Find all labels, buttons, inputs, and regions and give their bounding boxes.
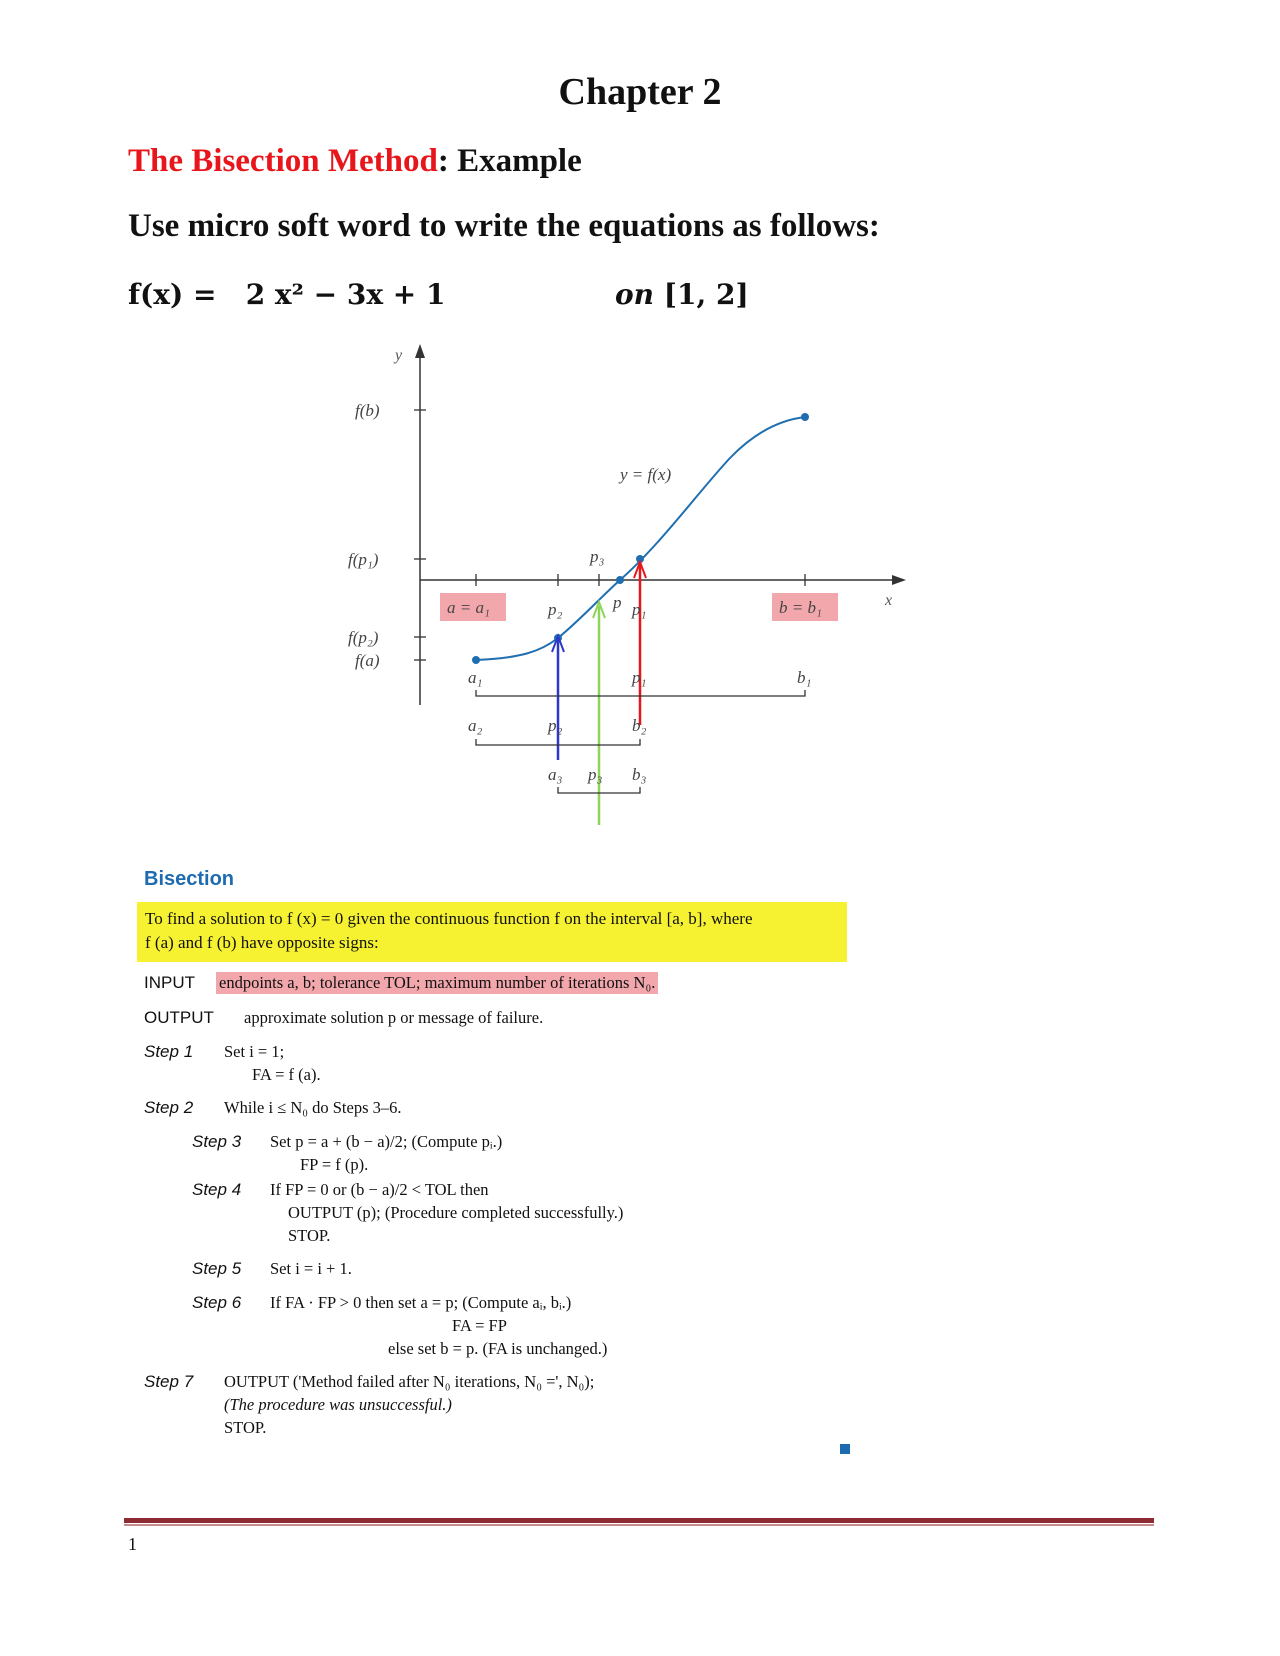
step-4-line-2: OUTPUT (p); (Procedure completed successfully.) — [288, 1203, 624, 1222]
step-6-line-3: else set b = p. (FA is unchanged.) — [388, 1339, 608, 1358]
row1-a1: a₁ — [468, 668, 483, 687]
step-1-label: Step 1 — [144, 1042, 194, 1061]
step-6-label: Step 6 — [192, 1293, 242, 1312]
step-6-line-1: If FA · FP > 0 then set a = p; (Compute aᵢ, bᵢ.) — [270, 1293, 572, 1312]
tick-fb: f(b) — [355, 401, 380, 420]
step-4-line-1: If FP = 0 or (b − a)/2 < TOL then — [270, 1180, 489, 1199]
y-axis-label: y — [395, 347, 403, 364]
algorithm-title: Bisection — [144, 868, 235, 890]
label-p3: p₃ — [590, 547, 605, 566]
heading-topic: The Bisection Method — [128, 143, 438, 179]
x-axis-arrow-icon — [892, 575, 906, 585]
heading-rest: : Example — [437, 143, 582, 179]
equation-interval — [615, 278, 749, 311]
row2-b2: b₂ — [632, 716, 647, 735]
instruction-text: Use micro soft word to write the equations as follows: — [128, 208, 880, 244]
bisection-figure — [330, 340, 930, 850]
point-a — [472, 656, 480, 664]
label-b: b = b₁ — [779, 598, 822, 617]
row2-a2: a₂ — [468, 716, 483, 735]
step-3-line-1: Set p = a + (b − a)/2; (Compute pᵢ.) — [270, 1132, 503, 1151]
output-text: approximate solution p or message of failure. — [244, 1008, 544, 1027]
equation-rhs: 2 x² − 3x + 1 — [245, 278, 446, 311]
chapter-title: Chapter 2 — [558, 71, 722, 113]
step-4-line-3: STOP. — [288, 1226, 331, 1245]
step-3-label: Step 3 — [192, 1132, 242, 1151]
row1-p1: p₁ — [632, 668, 647, 687]
footer-rule — [124, 1518, 1154, 1523]
output-label: OUTPUT — [144, 1008, 214, 1027]
step-7-line-3: STOP. — [224, 1418, 267, 1437]
label-p: p — [613, 593, 622, 612]
step-7-line-2: (The procedure was unsuccessful.) — [224, 1395, 452, 1414]
tick-fp2: f(p₂) — [348, 628, 379, 647]
point-b — [801, 413, 809, 421]
step-4-label: Step 4 — [192, 1180, 242, 1199]
point-p — [616, 576, 624, 584]
footer-rule-thin — [124, 1524, 1154, 1526]
description-line-2: f (a) and f (b) have opposite signs: — [145, 933, 379, 952]
tick-fa: f(a) — [355, 651, 380, 670]
row3-b3: b₃ — [632, 765, 647, 784]
step-1-line-1: Set i = 1; — [224, 1042, 285, 1061]
input-label: INPUT — [144, 973, 195, 992]
function-equation — [128, 278, 445, 311]
row3-a3: a₃ — [548, 765, 563, 784]
description-line-1: To find a solution to f (x) = 0 given the continuous function f on the interval [a, b], where — [145, 909, 753, 928]
step-7-line-1: OUTPUT ('Method failed after N₀ iterations, N₀ =', N₀); — [224, 1372, 595, 1391]
step-3-line-2: FP = f (p). — [300, 1155, 369, 1174]
step-2-line-1: While i ≤ N₀ do Steps 3–6. — [224, 1098, 402, 1117]
interval-value: [1, 2] — [663, 278, 749, 311]
label-p1: p₁ — [632, 600, 647, 619]
label-p2: p₂ — [548, 600, 563, 619]
y-axis-arrow-icon — [415, 344, 425, 358]
step-2-label: Step 2 — [144, 1098, 194, 1117]
end-of-algorithm-icon — [840, 1444, 850, 1454]
page-number: 1 — [128, 1534, 137, 1554]
step-1-line-2: FA = f (a). — [252, 1065, 321, 1084]
step-5-line-1: Set i = i + 1. — [270, 1259, 352, 1278]
row2-p2: p₂ — [548, 716, 563, 735]
x-axis-label: x — [885, 592, 893, 609]
tick-fp1: f(p₁) — [348, 550, 379, 569]
input-text: endpoints a, b; tolerance TOL; maximum number of iterations N₀. — [216, 972, 658, 994]
interval-word: on — [615, 278, 655, 311]
step-5-label: Step 5 — [192, 1259, 242, 1278]
algorithm-description — [137, 902, 847, 962]
equation-lhs: f(x) = — [128, 278, 217, 311]
step-6-line-2: FA = FP — [452, 1316, 507, 1335]
curve-label: y = f(x) — [620, 465, 672, 484]
row3-p3: p₃ — [588, 765, 603, 784]
section-heading — [128, 143, 582, 180]
row1-b1: b₁ — [797, 668, 812, 687]
label-a: a = a₁ — [447, 598, 490, 617]
step-7-label: Step 7 — [144, 1372, 194, 1391]
